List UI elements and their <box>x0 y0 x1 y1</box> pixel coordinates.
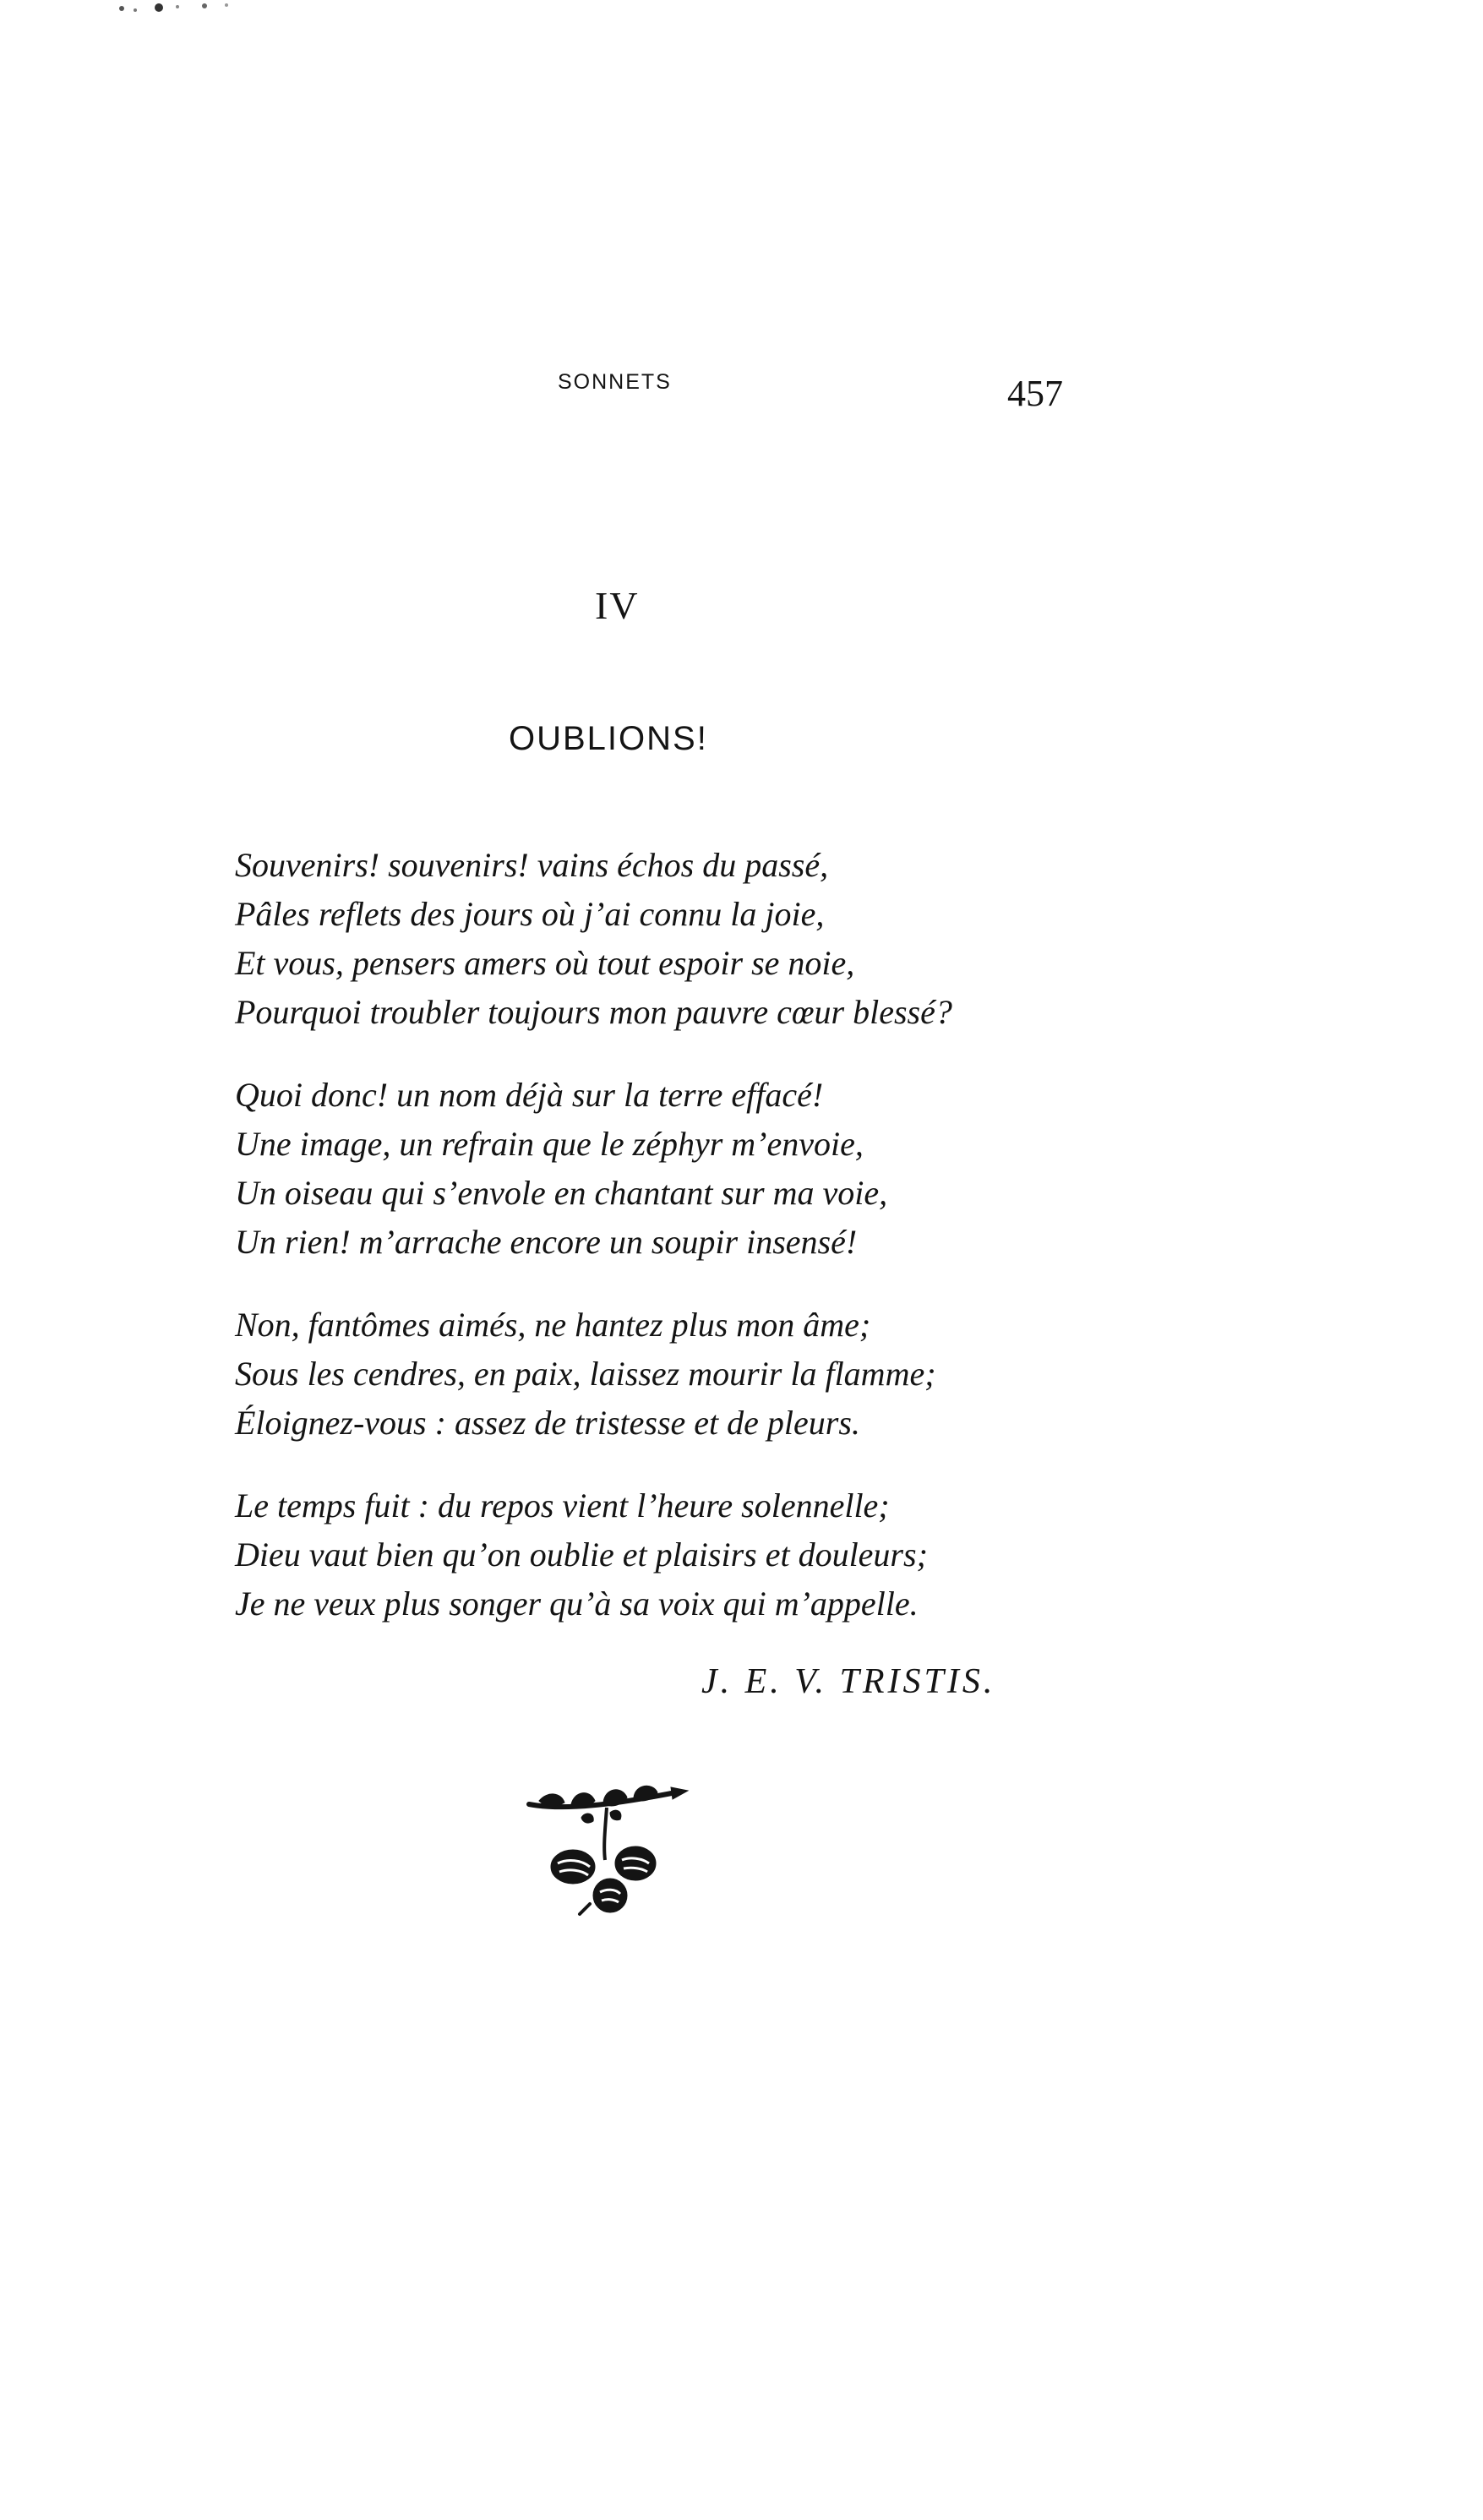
stanza-2 <box>235 1071 1080 1267</box>
page-number: 457 <box>1007 373 1063 414</box>
author-signature: J. E. V. TRISTIS. <box>701 1662 996 1701</box>
print-speck-icon <box>110 0 262 24</box>
verse-line: Pâles reflets des jours où j’ai connu la joie, <box>235 895 825 933</box>
poem-body <box>235 841 1080 1662</box>
verse-line: Quoi donc! un nom déjà sur la terre effacé! <box>235 1076 824 1114</box>
stanza-4 <box>235 1481 1080 1628</box>
verse-line: Le temps fuit : du repos vient l’heure solennelle; <box>235 1486 890 1525</box>
stanza-3 <box>235 1301 1080 1448</box>
floral-tailpiece-icon <box>522 1779 691 1918</box>
sonnet-title: OUBLIONS! <box>509 720 708 757</box>
verse-line: Non, fantômes aimés, ne hantez plus mon âme; <box>235 1306 871 1344</box>
verse-line: Pourquoi troubler toujours mon pauvre cœur blessé? <box>235 993 952 1031</box>
sonnet-number: IV <box>595 584 640 627</box>
running-head: SONNETS <box>558 370 672 394</box>
verse-line: Souvenirs! souvenirs! vains échos du passé, <box>235 846 829 884</box>
verse-line: Une image, un refrain que le zéphyr m’envoie, <box>235 1125 864 1163</box>
verse-line: Dieu vaut bien qu’on oublie et plaisirs et douleurs; <box>235 1535 928 1574</box>
verse-line: Et vous, pensers amers où tout espoir se noie, <box>235 944 855 982</box>
verse-line: Sous les cendres, en paix, laissez mourir la flamme; <box>235 1355 936 1393</box>
stanza-1 <box>235 841 1080 1037</box>
verse-line: Éloignez-vous : assez de tristesse et de pleurs. <box>235 1404 860 1442</box>
verse-line: Un rien! m’arrache encore un soupir insensé! <box>235 1223 858 1261</box>
verse-line: Un oiseau qui s’envole en chantant sur ma voie, <box>235 1174 888 1212</box>
verse-line: Je ne veux plus songer qu’à sa voix qui m’appelle. <box>235 1585 919 1623</box>
